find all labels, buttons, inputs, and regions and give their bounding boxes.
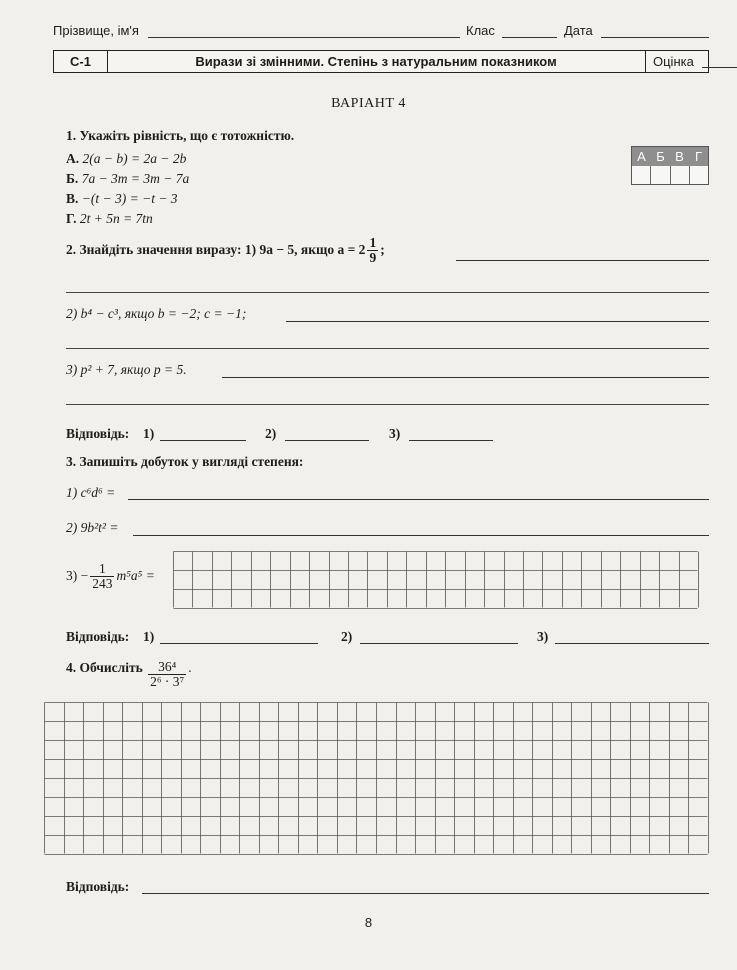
answer-cell-b[interactable] (651, 166, 670, 184)
q4-work-grid[interactable] (44, 702, 709, 855)
answer-header-b: Б (651, 147, 670, 166)
q4-answer-label: Відповідь: (66, 879, 130, 894)
q2-fraction: $\frac{1}{9}$ (369, 235, 377, 266)
q4-text: Обчисліть (79, 660, 143, 676)
q1-option-c: В. −(t − 3) = −t − 3 (66, 191, 178, 206)
q3-part2: 2) 9b²t² = (66, 520, 119, 535)
q2-work-line-2[interactable] (66, 348, 709, 349)
q4-fraction: $\frac{\text{36⁴}}{\text{2⁶ · 3⁷}}$ (150, 659, 185, 690)
q2-part3: 3) p² + 7, якщо p = 5. (66, 362, 187, 377)
q1-option-a: А. 2(a − b) = 2a − 2b (66, 151, 187, 166)
answer-cell-c[interactable] (671, 166, 690, 184)
work-code: С-1 (70, 54, 91, 69)
class-label: Клас (466, 23, 495, 38)
q1-text: Укажіть рівність, що є тотожністю. (79, 128, 295, 143)
q2-work-line-3[interactable] (66, 404, 709, 405)
q2-part2-line[interactable] (286, 321, 709, 322)
answer-cell-a[interactable] (632, 166, 651, 184)
q2-question: 2. Знайдіть значення виразу: 1) 9a − 5, якщо a = 2 $\frac{1}{9}$ ; (66, 235, 385, 266)
q3-part2-line[interactable] (133, 535, 709, 536)
answer-cell-d[interactable] (690, 166, 708, 184)
q3-question (66, 454, 303, 470)
surname-field[interactable] (148, 37, 460, 38)
q3-part1-line[interactable] (128, 499, 709, 500)
q2-answer-3-label: 3) (389, 426, 401, 441)
q2-number: 2. (66, 241, 77, 257)
q3-answer-2-label: 2) (341, 629, 353, 644)
q3-answer-3-field[interactable] (555, 643, 709, 644)
q2-part2: 2) b⁴ − c³, якщо b = −2; c = −1; (66, 306, 247, 321)
q4-number: 4. (66, 660, 77, 676)
header-bar (53, 50, 709, 73)
q4-question: 4. Обчисліть $\frac{\text{36⁴}}{\text{2⁶ · 3⁷}}$ . (66, 659, 192, 690)
grade-field[interactable] (702, 67, 737, 68)
q2-answer-1-field[interactable] (160, 440, 246, 441)
q2-answer-1-label: 1) (143, 426, 155, 441)
surname-label: Прізвище, ім'я (53, 23, 139, 38)
date-field[interactable] (601, 37, 709, 38)
q1-option-d: Г. 2t + 5n = 7tn (66, 211, 153, 226)
answer-header-a: А (632, 147, 651, 166)
answer-header-c: В (670, 147, 689, 166)
q2-part3-line[interactable] (222, 377, 709, 378)
date-label: Дата (564, 23, 593, 38)
q3-part1: 1) c⁶d⁶ = (66, 485, 116, 500)
q4-answer-field[interactable] (142, 893, 709, 894)
q3-answer-1-field[interactable] (160, 643, 318, 644)
q2-part1-line[interactable] (456, 260, 709, 261)
q3-fraction: $\frac{1}{243}$ (92, 561, 113, 592)
page-number: 8 (364, 915, 373, 930)
q1-question (66, 128, 294, 144)
q3-number: 3. (66, 454, 77, 469)
q2-answer-2-label: 2) (265, 426, 277, 441)
q2-answer-2-field[interactable] (285, 440, 369, 441)
grade-label: Оцінка (653, 54, 694, 69)
q1-option-b: Б. 7a − 3m = 3m − 7a (66, 171, 190, 186)
q3-part3: 3) − $\frac{1}{243}$ m⁵a⁵ = (66, 561, 155, 592)
q3-answer-3-label: 3) (537, 629, 549, 644)
q3-text: Запишіть добуток у вигляді степеня: (79, 454, 304, 469)
class-field[interactable] (502, 37, 557, 38)
q2-work-line-1[interactable] (66, 292, 709, 293)
q3-work-grid[interactable] (173, 551, 699, 609)
q3-answer-1-label: 1) (143, 629, 155, 644)
q2-answer-3-field[interactable] (409, 440, 493, 441)
q3-answer-2-field[interactable] (360, 643, 518, 644)
q3-answer-label: Відповідь: (66, 629, 130, 644)
answer-header-d: Г (689, 147, 708, 166)
q1-answer-grid (631, 146, 709, 185)
q1-number: 1. (66, 128, 77, 143)
work-title: Вирази зі змінними. Степінь з натуральним показником (195, 54, 557, 69)
variant-title: ВАРІАНТ 4 (331, 96, 406, 111)
q2-text: Знайдіть значення виразу: 1) 9a − 5, якщо a = 2 (79, 241, 366, 257)
q2-answer-label: Відповідь: (66, 426, 130, 441)
